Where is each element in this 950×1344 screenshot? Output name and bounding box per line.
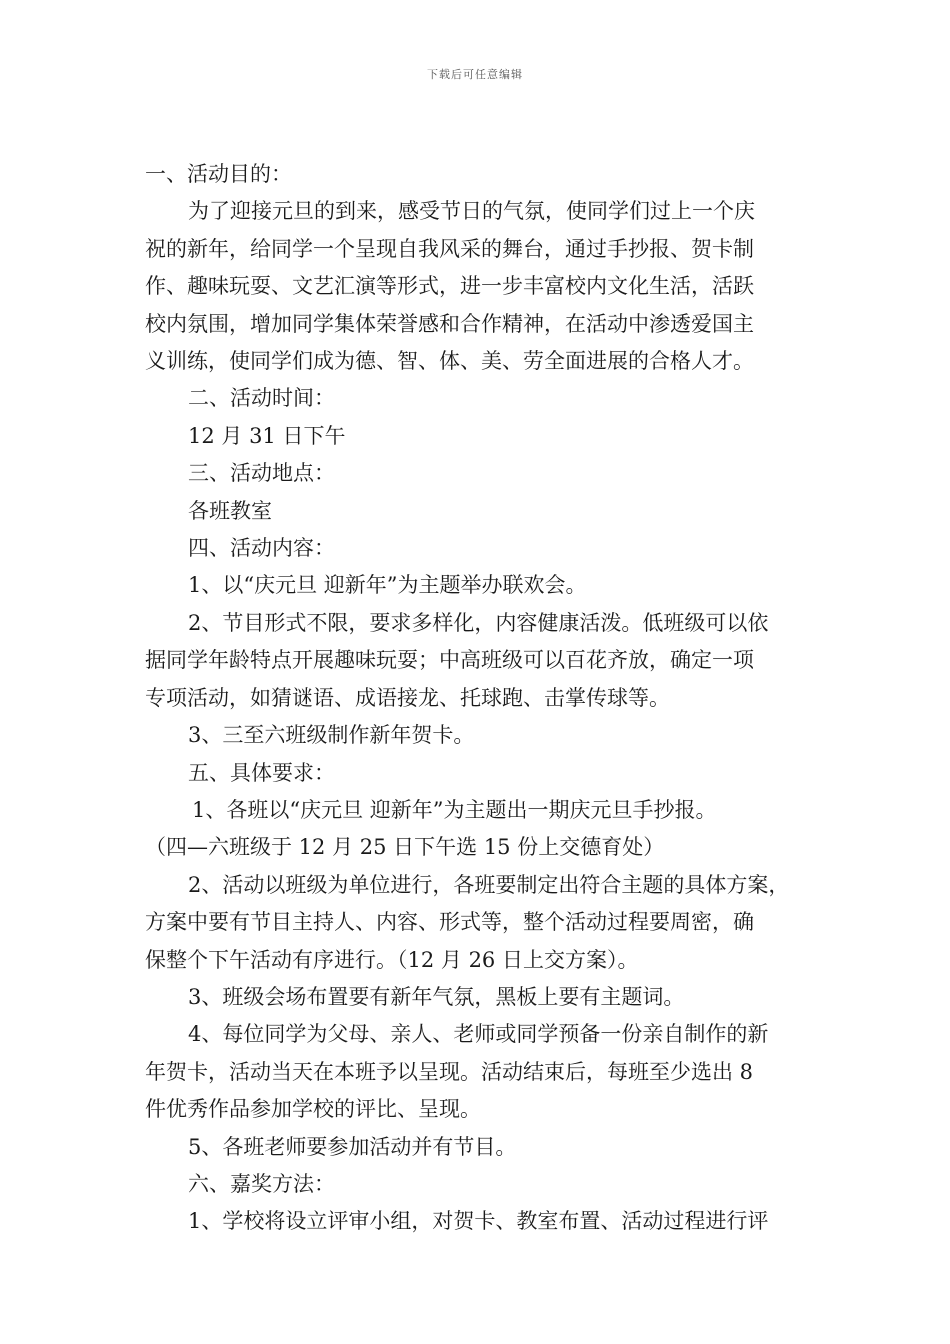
paragraph-line: 据同学年龄特点开展趣味玩耍；中高班级可以百花齐放，确定一项 <box>145 648 754 673</box>
section-heading-time: 二、活动时间： <box>188 386 335 411</box>
section-heading-awards: 六、嘉奖方法： <box>188 1171 335 1196</box>
paragraph-line: 方案中要有节目主持人、内容、形式等，整个活动过程要周密，确 <box>145 910 754 935</box>
list-item: 1、学校将设立评审小组，对贺卡、教室布置、活动过程进行评 <box>188 1209 769 1234</box>
page-header: 下载后可任意编辑 <box>427 68 523 81</box>
paragraph-line: （四—六班级于 12 月 25 日下午选 15 份上交德育处） <box>145 835 665 860</box>
paragraph-line: 件优秀作品参加学校的评比、呈现。 <box>145 1097 481 1122</box>
list-item: 5、各班老师要参加活动并有节目。 <box>188 1134 517 1159</box>
list-item: 2、活动以班级为单位进行，各班要制定出符合主题的具体方案， <box>188 872 790 897</box>
document-body <box>145 156 815 1241</box>
section-heading-requirements: 五、具体要求： <box>188 760 335 785</box>
list-item: 2、节目形式不限，要求多样化，内容健康活泼。低班级可以依 <box>188 610 769 635</box>
paragraph-line: 作、趣味玩耍、文艺汇演等形式，进一步丰富校内文化生活，活跃 <box>145 274 754 299</box>
section-heading-location: 三、活动地点： <box>188 461 335 486</box>
paragraph-line: 义训练，使同学们成为德、智、体、美、劳全面进展的合格人才。 <box>145 349 754 374</box>
list-item: 3、班级会场布置要有新年气氛，黑板上要有主题词。 <box>188 984 685 1009</box>
paragraph-line: 校内氛围，增加同学集体荣誉感和合作精神，在活动中渗透爱国主 <box>145 311 754 336</box>
paragraph-line: 专项活动，如猜谜语、成语接龙、托球跑、击掌传球等。 <box>145 685 670 710</box>
list-item: 4、每位同学为父母、亲人、老师或同学预备一份亲自制作的新 <box>188 1022 769 1047</box>
list-item: 3、三至六班级制作新年贺卡。 <box>188 723 475 748</box>
list-item: 1、以“庆元旦 迎新年”为主题举办联欢会。 <box>188 573 587 598</box>
paragraph-line: 保整个下午活动有序进行。（12 月 26 日上交方案）。 <box>145 947 639 972</box>
paragraph-line: 12 月 31 日下午 <box>188 423 346 448</box>
section-heading-purpose: 一、活动目的： <box>145 162 292 186</box>
paragraph-line: 祝的新年，给同学一个呈现自我风采的舞台，通过手抄报、贺卡制 <box>145 236 754 261</box>
section-heading-content: 四、活动内容： <box>188 536 335 561</box>
paragraph-line: 为了迎接元旦的到来，感受节日的气氛，使同学们过上一个庆 <box>188 199 755 224</box>
paragraph-line: 各班教室 <box>188 498 272 523</box>
list-item: 1、各班以“庆元旦 迎新年”为主题出一期庆元旦手抄报。 <box>192 797 717 822</box>
paragraph-line: 年贺卡，活动当天在本班予以呈现。活动结束后，每班至少选出 8 <box>145 1059 754 1084</box>
